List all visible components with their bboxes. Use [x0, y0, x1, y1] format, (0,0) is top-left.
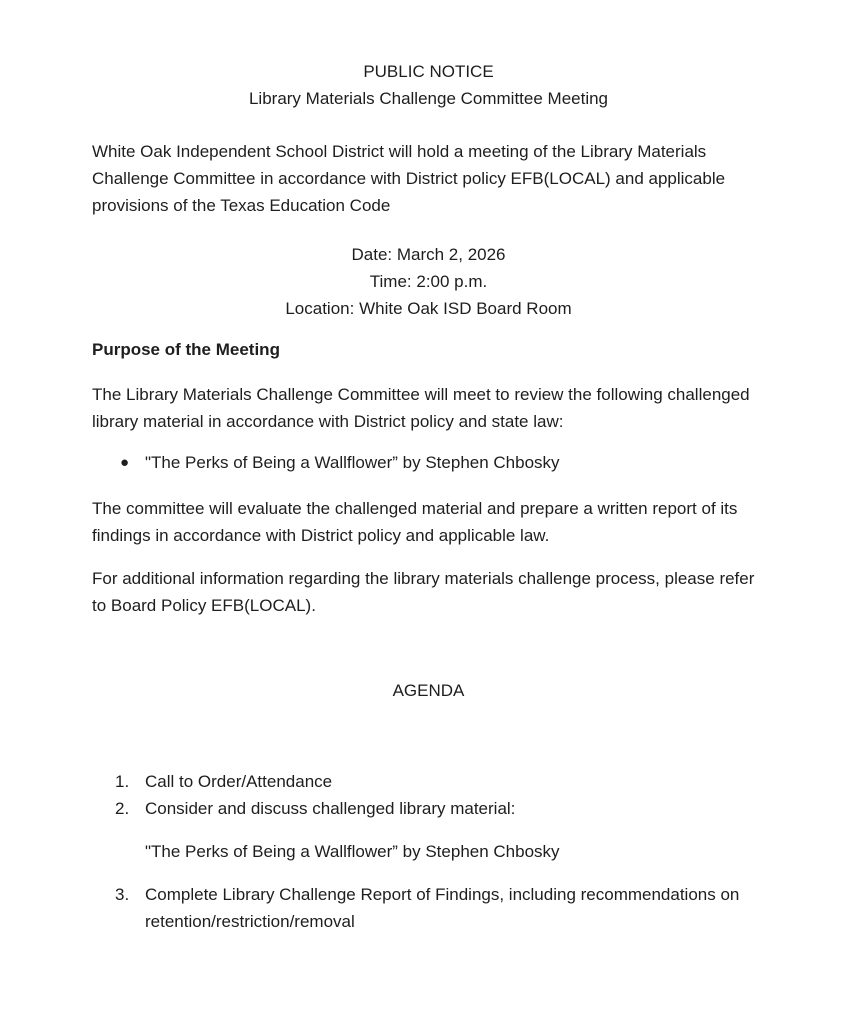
- agenda-list: [92, 768, 765, 935]
- challenged-material-bullet-item: [120, 449, 765, 476]
- purpose-paragraph: The Library Materials Challenge Committee will meet to review the following challenged library material in accordance with District policy and state law:: [92, 385, 750, 431]
- additional-info-paragraph: For additional information regarding the library materials challenge process, please refer to Board Policy EFB(LOCAL).: [92, 569, 755, 615]
- intro-paragraph: White Oak Independent School District will hold a meeting of the Library Materials Challenge Committee in accordance with District policy EFB(LOCAL) and applicable provisions of the Texas Education Code: [92, 142, 726, 215]
- agenda-item-2-text: Consider and discuss challenged library material:: [145, 799, 516, 818]
- agenda-item-2: [115, 795, 765, 822]
- agenda-item-2-subtext: "The Perks of Being a Wallflower” by Stephen Chbosky: [145, 842, 560, 861]
- evaluation-paragraph: The committee will evaluate the challenged material and prepare a written report of its findings in accordance with District policy and applicable law.: [92, 499, 738, 545]
- purpose-heading: Purpose of the Meeting: [92, 340, 280, 359]
- meeting-date: Date: March 2, 2026: [351, 245, 506, 264]
- agenda-heading: AGENDA: [392, 681, 465, 700]
- notice-subtitle: Library Materials Challenge Committee Meeting: [248, 89, 609, 108]
- challenged-material-title: "The Perks of Being a Wallflower” by Stephen Chbosky: [145, 453, 560, 472]
- agenda-item-3: [115, 881, 765, 935]
- agenda-item-1-number: 1.: [115, 772, 130, 791]
- agenda-item-3-number: 3.: [115, 885, 130, 904]
- agenda-item-3-text: Complete Library Challenge Report of Findings, including recommendations on retention/restriction/removal: [145, 885, 740, 931]
- notice-title: PUBLIC NOTICE: [363, 62, 494, 81]
- agenda-item-1-text: Call to Order/Attendance: [145, 772, 333, 791]
- document-header: [92, 58, 765, 112]
- meeting-details: [92, 241, 765, 322]
- agenda-item-2-number: 2.: [115, 799, 130, 818]
- agenda-item-1: [115, 768, 765, 795]
- meeting-location: Location: White Oak ISD Board Room: [285, 299, 572, 318]
- bullet-icon: ●: [120, 454, 130, 471]
- meeting-time: Time: 2:00 p.m.: [369, 272, 488, 291]
